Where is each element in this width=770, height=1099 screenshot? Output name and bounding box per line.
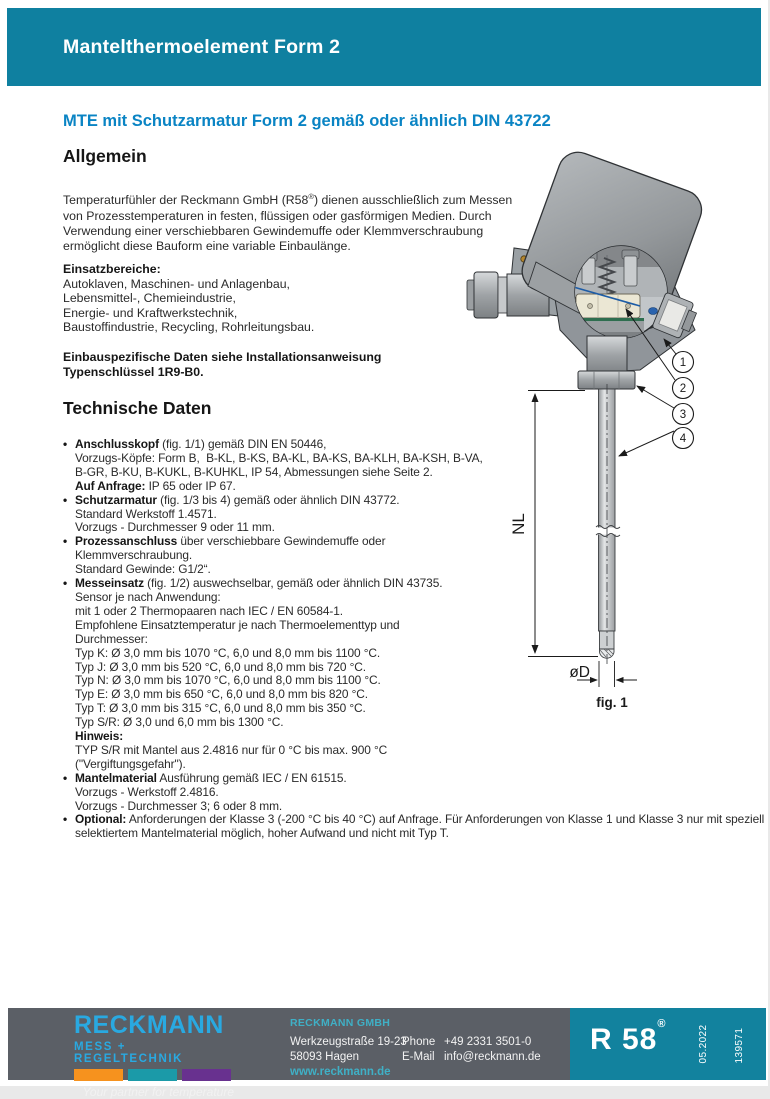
footer-contact-values[interactable] (444, 1035, 541, 1064)
text-line: Vorzugs-Köpfe: Form B, B-KL, B-KS, BA-KL, BA-KS, BA-KLH, BA-KSH, B-VA, (75, 450, 483, 465)
logo-tagline: Your partner for temperature (82, 1085, 234, 1099)
text-line: Typ E: Ø 3,0 mm bis 650 °C, 6,0 und 8,0 mm bis 820 °C. (75, 687, 368, 702)
logo-bar (74, 1069, 123, 1081)
svg-text:2: 2 (679, 383, 687, 395)
svg-text:3: 3 (679, 409, 687, 421)
text-line: Standard Werkstoff 1.4571. (75, 506, 217, 521)
bullet-icon: • (63, 437, 68, 451)
callout-3 (673, 404, 694, 425)
callout-1 (673, 352, 694, 373)
text-line: Baustoffindustrie, Recycling, Rohrleitungsbau. (63, 320, 315, 335)
text-line: B-GR, B-KU, B-KUKL, B-KUHKL, IP 54, Abmessungen siehe Seite 2. (75, 464, 433, 479)
product-code-text: R 58 (590, 1023, 658, 1056)
text-line: Verwendung einer verschiebbaren Gewindemuffe oder Klemmverschraubung (63, 223, 484, 238)
logo-wordmark: RECKMANN (74, 1011, 224, 1039)
text-line: Hinweis: (75, 729, 124, 744)
text-line: Vorzugs - Werkstoff 2.4816. (75, 784, 219, 799)
text-line: ("Vergiftungsgefahr"). (75, 756, 186, 771)
text-line: TYP S/R mit Mantel aus 2.4816 nur für 0 °C bis max. 900 °C (75, 742, 388, 757)
text-line: Durchmesser: (75, 631, 148, 646)
doc-number: 139571 (734, 1027, 745, 1064)
page-title: Mantelthermoelement Form 2 (63, 35, 341, 58)
footer-address (290, 1035, 407, 1064)
text-line: Standard Gewinde: G1/2“. (75, 562, 211, 577)
product-code (590, 1018, 666, 1057)
text-line: selektiertem Mantelmaterial möglich, hoher Aufwand und nicht mit Typ T. (75, 826, 449, 841)
logo-subline: MESS + REGELTECHNIK (74, 1041, 184, 1065)
footer-website-link[interactable]: www.reckmann.de (290, 1066, 391, 1078)
footer-text-line: info@reckmann.de (444, 1050, 541, 1063)
text-line: Typ T: Ø 3,0 mm bis 315 °C, 6,0 und 8,0 mm bis 350 °C. (75, 701, 366, 716)
text-line: • Schutzarmatur (fig. 1/3 bis 4) gemäß oder ähnlich DIN 43772. (63, 492, 400, 507)
thermocouple-figure (455, 150, 767, 725)
text-line: Lebensmittel-, Chemieindustrie, (63, 291, 236, 306)
text-line: Vorzugs - Durchmesser 3; 6 oder 8 mm. (75, 798, 283, 813)
einsatzbereiche-block (63, 262, 314, 335)
registered-mark: ® (657, 1018, 667, 1030)
text-line: Typ S/R: Ø 3,0 und 6,0 mm bis 1300 °C. (75, 715, 284, 730)
text-line: • Optional: Anforderungen der Klasse 3 (-200 °C bis 40 °C) auf Anfrage. Für Anforderungen von Klasse 1 und Klasse 3 nur mit speziell (63, 812, 765, 827)
footer-text-line: +49 2331 3501-0 (444, 1036, 532, 1048)
text-line: Einbauspezifische Daten siehe Installationsanweisung (63, 350, 382, 364)
text-line: • Anschlusskopf (fig. 1/1) gemäß DIN EN 50446, (63, 437, 327, 451)
bullet-icon: • (63, 576, 68, 591)
footer-company-name: RECKMANN GMBH (290, 1017, 391, 1029)
text-line: Sensor je nach Anwendung: (75, 589, 221, 604)
dimension-nl (528, 391, 598, 657)
footer-contact-labels (402, 1035, 435, 1064)
text-line: ermöglicht diese Bauform eine variable Einbaulänge. (63, 239, 351, 254)
text-line: Typ N: Ø 3,0 mm bis 1070 °C, 6,0 und 8,0 mm bis 1100 °C. (75, 673, 381, 688)
bullet-icon: • (63, 770, 68, 785)
footer-text-line: Phone (402, 1036, 436, 1048)
text-line: Empfohlene Einsatztemperatur je nach Thermoelementtyp und (75, 617, 400, 632)
text-line: von Prozesstemperaturen in festen, flüssigen oder gasförmigen Medien. Durch (63, 208, 492, 223)
footer-text-line: 58093 Hagen (290, 1050, 360, 1063)
text-line: • Messeinsatz (fig. 1/2) auswechselbar, gemäß oder ähnlich DIN 43735. (63, 576, 443, 591)
section-heading-allgemein: Allgemein (63, 146, 147, 166)
bullet-icon: • (63, 812, 68, 827)
hex-nut (578, 371, 635, 389)
callout-2 (673, 378, 694, 399)
doc-date: 05.2022 (698, 1024, 709, 1064)
subtitle: MTE mit Schutzarmatur Form 2 gemäß oder ähnlich DIN 43722 (63, 112, 551, 130)
intro-paragraph (63, 189, 512, 255)
company-logo (74, 1013, 234, 1099)
bullet-icon: • (63, 534, 68, 549)
text-line: mit 1 oder 2 Thermopaaren nach IEC / EN 60584-1. (75, 603, 343, 618)
diameter-label: øD (569, 664, 590, 681)
section-heading-technische-daten: Technische Daten (63, 398, 212, 418)
text-line: • Mantelmaterial Ausführung gemäß IEC / EN 61515. (63, 770, 347, 785)
callout-4 (673, 428, 694, 449)
text-line: Auf Anfrage: IP 65 oder IP 67. (75, 478, 236, 493)
logo-color-bars (74, 1069, 234, 1081)
logo-bar (182, 1069, 231, 1081)
bullet-icon: • (63, 492, 68, 507)
text-line: Temperaturfühler der Reckmann GmbH (R58®) dienen ausschließlich zum Messen (63, 192, 513, 208)
text-line: Typenschlüssel 1R9-B0. (63, 364, 204, 379)
nl-label: NL (509, 513, 528, 535)
header-bar (7, 8, 761, 86)
footer-text-line: E-Mail (402, 1050, 435, 1063)
doc-revision-vertical (674, 1025, 770, 1064)
text-line: Autoklaven, Maschinen- und Anlagenbau, (63, 276, 290, 291)
product-code-box (570, 1008, 766, 1080)
text-line: Typ J: Ø 3,0 mm bis 520 °C, 6,0 und 8,0 mm bis 720 °C. (75, 659, 366, 674)
text-line: • Prozessanschluss über verschiebbare Gewindemuffe oder (63, 534, 386, 549)
text-line: Typ K: Ø 3,0 mm bis 1070 °C, 6,0 und 8,0 mm bis 1100 °C. (75, 645, 381, 660)
einbau-note-block (63, 350, 381, 379)
text-line: Vorzugs - Durchmesser 9 oder 11 mm. (75, 520, 275, 535)
footer-text-line: Werkzeugstraße 19-23 (290, 1036, 407, 1048)
protection-tube (578, 336, 635, 665)
svg-text:1: 1 (679, 357, 687, 369)
figure-caption: fig. 1 (596, 695, 628, 710)
footer-bar (8, 1008, 570, 1099)
svg-text:4: 4 (679, 433, 687, 445)
text-line: Einsatzbereiche: (63, 262, 161, 276)
text-line: Klemmverschraubung. (75, 548, 193, 563)
text-line: Energie- und Kraftwerkstechnik, (63, 305, 238, 320)
logo-bar (128, 1069, 177, 1081)
